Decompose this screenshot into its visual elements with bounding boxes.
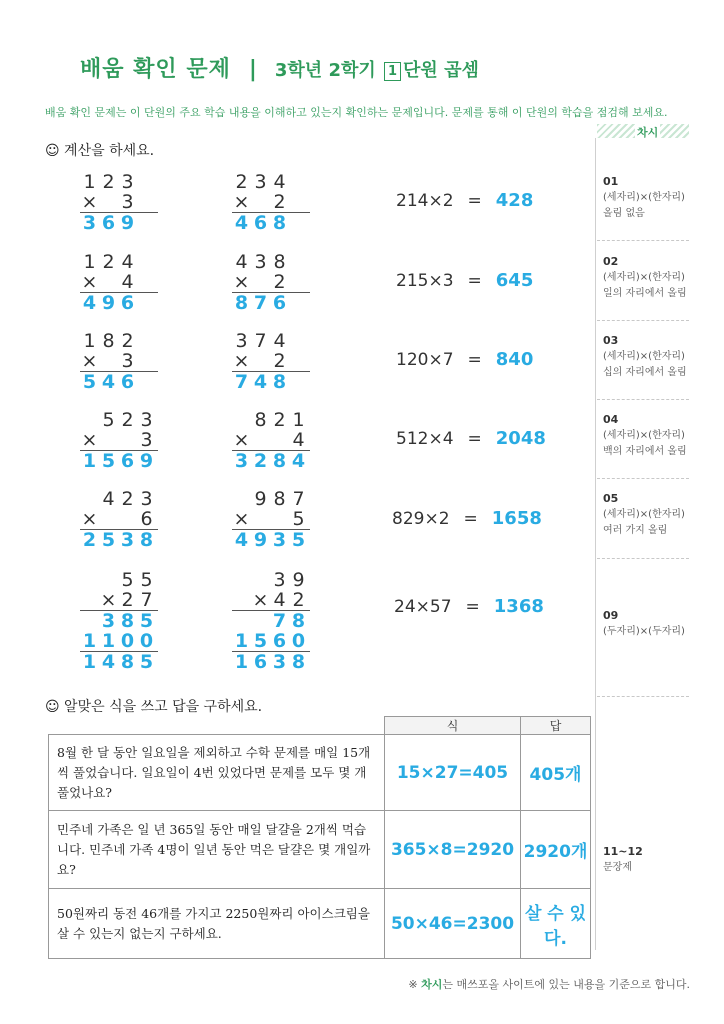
section2-title: ☺ 알맞은 식을 쓰고 답을 구하세요. [45, 699, 263, 715]
chasi-item-02 [603, 254, 687, 302]
page-subtitle [275, 56, 479, 82]
sidebar-divider [595, 138, 596, 950]
answer: 1368 [493, 596, 544, 617]
subtitle-unit: 단원 곱셈 [403, 60, 479, 81]
vertical-problem [80, 331, 158, 392]
chasi-desc: (두자리)×(두자리) [603, 626, 685, 637]
multiplier-row: × 3 [81, 191, 134, 213]
horizontal-problem: 120×7 = 840 [396, 349, 534, 370]
answer-row: 7 4 8 [234, 371, 287, 393]
vertical-problem [232, 489, 310, 550]
multiplicand-row: 1 2 4 [83, 251, 134, 273]
horizontal-problem: 24×57 = 1368 [394, 596, 544, 617]
answer-row: 1 5 6 9 [82, 450, 154, 472]
expression: 24×57 [394, 596, 452, 617]
chasi-num: 11~12 [603, 845, 643, 858]
multiplier-row: × 3 [81, 350, 134, 372]
table-row [49, 889, 591, 959]
footnote-text: 는 매쓰포올 사이트에 있는 내용을 기준으로 합니다. [442, 978, 690, 991]
horizontal-problem: 829×2 = 1658 [392, 508, 542, 529]
answer-row: 3 6 9 [82, 212, 135, 234]
chasi-separator [597, 558, 689, 559]
chasi-num: 01 [603, 175, 619, 188]
vertical-problem [80, 172, 158, 233]
chasi-header [597, 124, 689, 138]
footnote-mark: ※ [408, 978, 422, 991]
chasi-separator [597, 696, 689, 697]
unit-number-box: 1 [384, 62, 401, 81]
answer-cell: 살 수 있다. [521, 889, 591, 959]
answer: 2048 [495, 428, 546, 449]
chasi-item-03 [603, 333, 687, 381]
vertical-problem [232, 570, 310, 672]
vertical-problem [232, 172, 310, 233]
chasi-item-05 [603, 491, 685, 539]
answer-row: 1 6 3 8 [234, 651, 306, 673]
chasi-separator [597, 478, 689, 479]
formula-cell: 15×27=405 [385, 735, 521, 811]
chasi-desc: 문장제 [603, 862, 632, 873]
multiplier-row: × 2 [233, 350, 286, 372]
multiplicand-row: 4 2 3 [102, 488, 153, 510]
partial-product-row: 3 8 5 [101, 610, 154, 632]
answer: 840 [495, 349, 534, 370]
expression: 214×2 [396, 190, 454, 211]
question-text: 8월 한 달 동안 일요일을 제외하고 수학 문제를 매일 15개씩 풀었습니다. 일요일이 4번 있었다면 문제를 모두 몇 개 풀었나요? [49, 735, 385, 811]
chasi-desc: 십의 자리에서 올림 [603, 367, 687, 378]
formula-cell: 365×8=2920 [385, 811, 521, 889]
chasi-separator [597, 320, 689, 321]
answer: 645 [495, 270, 534, 291]
answer-cell: 2920개 [521, 811, 591, 889]
formula-cell: 50×46=2300 [385, 889, 521, 959]
word-problem-table [48, 716, 591, 959]
multiplier-row: × 4 [233, 429, 305, 451]
chasi-desc: 일의 자리에서 올림 [603, 288, 687, 299]
multiplier-row: × 6 [81, 508, 153, 530]
chasi-num: 05 [603, 492, 619, 505]
question-text: 민주네 가족은 일 년 365일 동안 매일 달걀을 2개씩 먹습니다. 민주네 가족 4명이 일년 동안 먹은 달걀은 몇 개일까요? [49, 811, 385, 889]
table-header-row [49, 717, 591, 735]
expression: 829×2 [392, 508, 450, 529]
partial-product-row: 7 8 [272, 610, 306, 632]
answer-row: 4 9 3 5 [234, 529, 306, 551]
table-header-answer: 답 [521, 717, 591, 735]
multiplier-row: × 2 [233, 271, 286, 293]
multiplicand-row: 5 5 [121, 569, 153, 591]
answer-row: 3 2 8 4 [234, 450, 306, 472]
vertical-problem [232, 410, 310, 471]
vertical-problem [80, 570, 158, 672]
chasi-header-label: 차시 [637, 126, 659, 139]
chasi-desc: 여러 가지 올림 [603, 525, 668, 536]
question-text: 50원짜리 동전 46개를 가지고 2250원짜리 아이스크림을 살 수 있는지 없는지 구하세요. [49, 889, 385, 959]
multiplicand-row: 1 8 2 [83, 330, 134, 352]
multiplier-row: × 3 [81, 429, 153, 451]
page-header [80, 52, 479, 83]
answer: 428 [495, 190, 534, 211]
chasi-num: 03 [603, 334, 619, 347]
multiplicand-row: 4 3 8 [235, 251, 286, 273]
vertical-problem [80, 489, 158, 550]
multiplicand-row: 8 2 1 [254, 409, 305, 431]
horizontal-problem: 215×3 = 645 [396, 270, 534, 291]
footnote-keyword: 차시 [421, 978, 443, 991]
table-header-blank [49, 717, 385, 735]
multiplier-row: × 4 [81, 271, 134, 293]
expression: 120×7 [396, 349, 454, 370]
chasi-item-09 [603, 608, 685, 640]
multiplicand-row: 1 2 3 [83, 171, 134, 193]
answer-row: 5 4 6 [82, 371, 135, 393]
expression: 215×3 [396, 270, 454, 291]
chasi-desc: 백의 자리에서 올림 [603, 446, 687, 457]
multiplicand-row: 3 9 [273, 569, 305, 591]
answer-row: 4 9 6 [82, 292, 135, 314]
chasi-desc: (세자리)×(한자리) [603, 430, 685, 441]
chasi-num: 09 [603, 609, 619, 622]
chasi-desc: (세자리)×(한자리) [603, 351, 685, 362]
chasi-separator [597, 399, 689, 400]
horizontal-problem: 512×4 = 2048 [396, 428, 546, 449]
multiplicand-row: 9 8 7 [254, 488, 305, 510]
answer: 1658 [491, 508, 542, 529]
footnote [408, 976, 690, 992]
multiplier-row: × 2 7 [100, 589, 153, 611]
table-row [49, 735, 591, 811]
chasi-item-01 [603, 174, 685, 222]
answer-cell: 405개 [521, 735, 591, 811]
answer-row: 8 7 6 [234, 292, 287, 314]
multiplicand-row: 5 2 3 [102, 409, 153, 431]
multiplier-row: × 5 [233, 508, 305, 530]
chasi-item-11-12 [603, 844, 643, 876]
partial-product-row: 1 1 0 0 [82, 630, 154, 652]
chasi-desc: (세자리)×(한자리) [603, 509, 685, 520]
answer-row: 1 4 8 5 [82, 651, 154, 673]
multiplier-row: × 4 2 [252, 589, 305, 611]
section1-title: ☺ 계산을 하세요. [45, 143, 155, 159]
chasi-desc: (세자리)×(한자리) [603, 272, 685, 283]
table-header-formula: 식 [385, 717, 521, 735]
answer-row: 2 5 3 8 [82, 529, 154, 551]
multiplicand-row: 3 7 4 [235, 330, 286, 352]
multiplicand-row: 2 3 4 [235, 171, 286, 193]
chasi-num: 04 [603, 413, 619, 426]
title-separator: | [248, 57, 257, 82]
answer-row: 4 6 8 [234, 212, 287, 234]
chasi-desc: 올림 없음 [603, 208, 645, 219]
page-title: 배움 확인 문제 [80, 57, 231, 82]
chasi-num: 02 [603, 255, 619, 268]
chasi-desc: (세자리)×(한자리) [603, 192, 685, 203]
chasi-item-04 [603, 412, 687, 460]
intro-text: 배움 확인 문제는 이 단원의 주요 학습 내용을 이해하고 있는지 확인하는 문제입니다. 문제를 통해 이 단원의 학습을 점검해 보세요. [45, 106, 668, 119]
partial-product-row: 1 5 6 0 [234, 630, 306, 652]
vertical-problem [80, 252, 158, 313]
table-row [49, 811, 591, 889]
chasi-separator [597, 240, 689, 241]
vertical-problem [232, 331, 310, 392]
vertical-problem [80, 410, 158, 471]
vertical-problem [232, 252, 310, 313]
multiplier-row: × 2 [233, 191, 286, 213]
subtitle-grade: 3학년 2학기 [274, 60, 376, 81]
expression: 512×4 [396, 428, 454, 449]
horizontal-problem: 214×2 = 428 [396, 190, 534, 211]
